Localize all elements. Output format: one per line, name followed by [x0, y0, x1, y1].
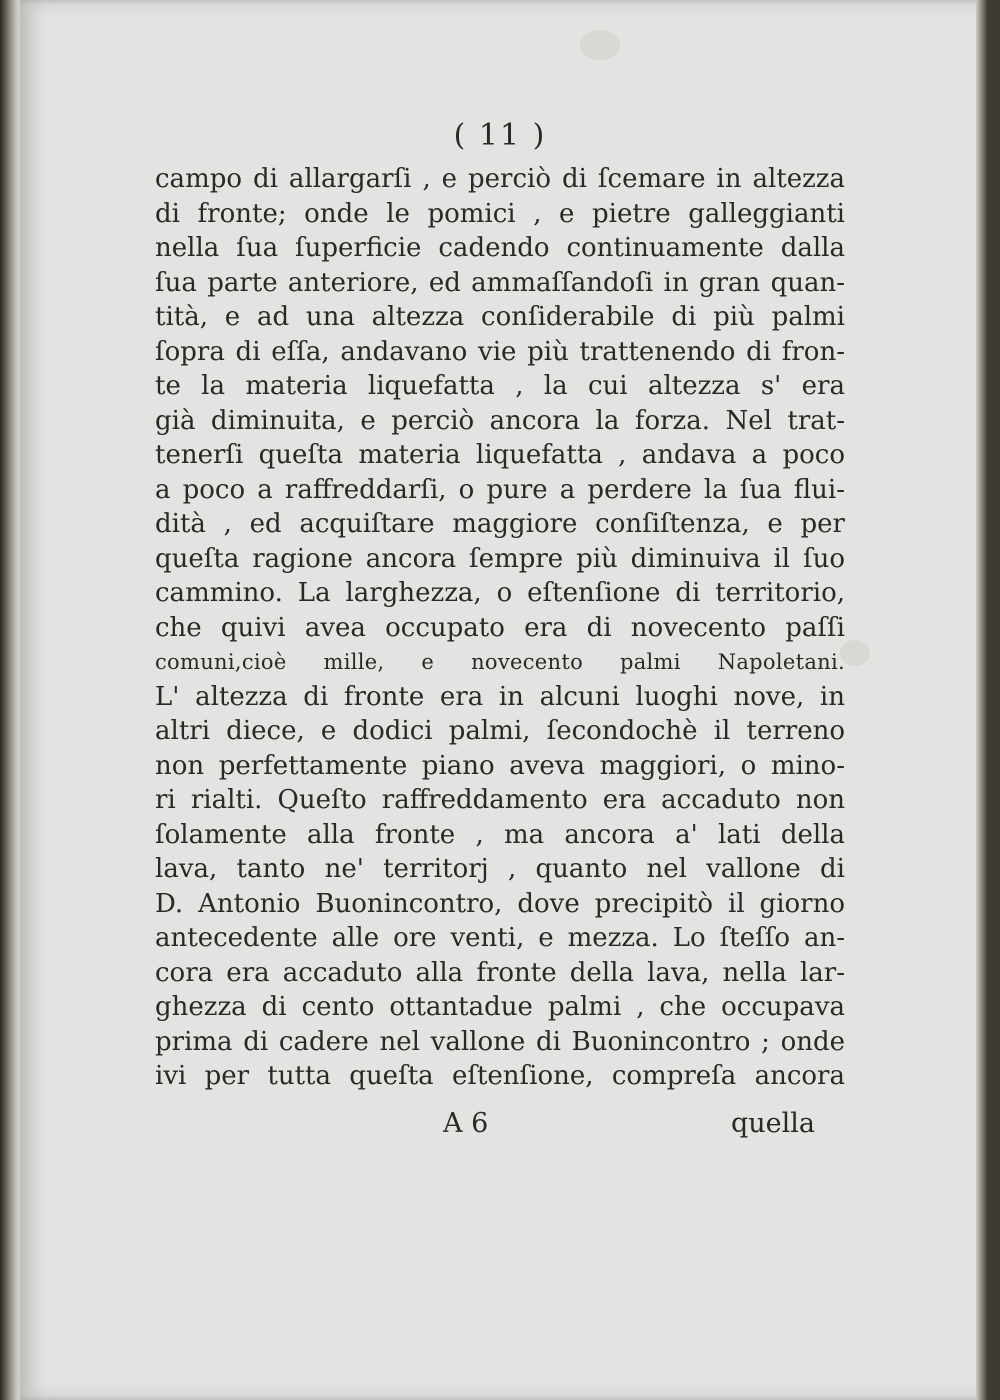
text-line: nella ſua ſuperficie cadendo continuamente dalla — [155, 233, 845, 263]
text-line: ivi per tutta queſta eſtenſione, compreſa ancora — [155, 1061, 845, 1091]
text-line: tità, e ad una altezza conſiderabile di più palmi — [155, 302, 845, 332]
paper-stain — [580, 30, 620, 60]
text-line: te la materia liquefatta , la cui altezza s' era — [155, 371, 845, 401]
text-line: altri diece, e dodici palmi, ſecondochè il terreno — [155, 716, 845, 746]
text-line: antecedente alle ore venti, e mezza. Lo ſteſſo an- — [155, 923, 845, 953]
text-line: L' altezza di fronte era in alcuni luoghi nove, in — [155, 681, 845, 712]
book-spine — [0, 0, 22, 1400]
text-line: non perfettamente piano aveva maggiori, o mino- — [155, 750, 845, 781]
text-line: tenerſi queſta materia liquefatta , andava a poco — [155, 440, 845, 470]
text-line: cora era accaduto alla fronte della lava, nella lar- — [155, 957, 845, 988]
text-line: cammino. La larghezza, o eſtenſione di territorio, — [155, 578, 845, 608]
text-line: ſua parte anteriore, ed ammaſſandoſi in gran quan- — [155, 267, 845, 298]
text-line: comuni,cioè mille, e novecento palmi Napoletani. — [155, 650, 845, 674]
text-line: lava, tanto ne' territorj , quanto nel vallone di — [155, 854, 845, 884]
body-text — [155, 162, 845, 1094]
text-line: D. Antonio Buonincontro, dove precipitò il giorno — [155, 888, 845, 919]
text-line: ghezza di cento ottantadue palmi , che occupava — [155, 992, 845, 1022]
text-line: dità , ed acquiſtare maggiore conſiſtenza, e per — [155, 509, 845, 539]
text-line: ri rialti. Queſto raffreddamento era accaduto non — [155, 785, 845, 815]
text-line: prima di cadere nel vallone di Buonincontro ; onde — [155, 1026, 845, 1057]
text-line: che quivi avea occupato era di novecento paſſi — [155, 612, 845, 643]
signature-mark: A 6 — [443, 1108, 489, 1139]
page-number-header: ( 11 ) — [453, 118, 547, 153]
text-line: campo di allargarſi , e perciò di ſcemare in altezza — [155, 164, 845, 194]
page-footer — [155, 1108, 845, 1144]
catchword: quella — [730, 1108, 815, 1139]
text-line: di fronte; onde le pomici , e pietre galleggianti — [155, 198, 845, 229]
text-line: queſta ragione ancora ſempre più diminuiva il ſuo — [155, 543, 845, 574]
page-edge — [976, 0, 988, 1400]
text-line: ſopra di eſſa, andavano vie più trattenendo di fron- — [155, 336, 845, 367]
text-line: a poco a raffreddarſi, o pure a perdere la ſua flui- — [155, 474, 845, 505]
text-line: già diminuita, e perciò ancora la forza. Nel trat- — [155, 405, 845, 436]
text-line: ſolamente alla fronte , ma ancora a' lati della — [155, 819, 845, 850]
